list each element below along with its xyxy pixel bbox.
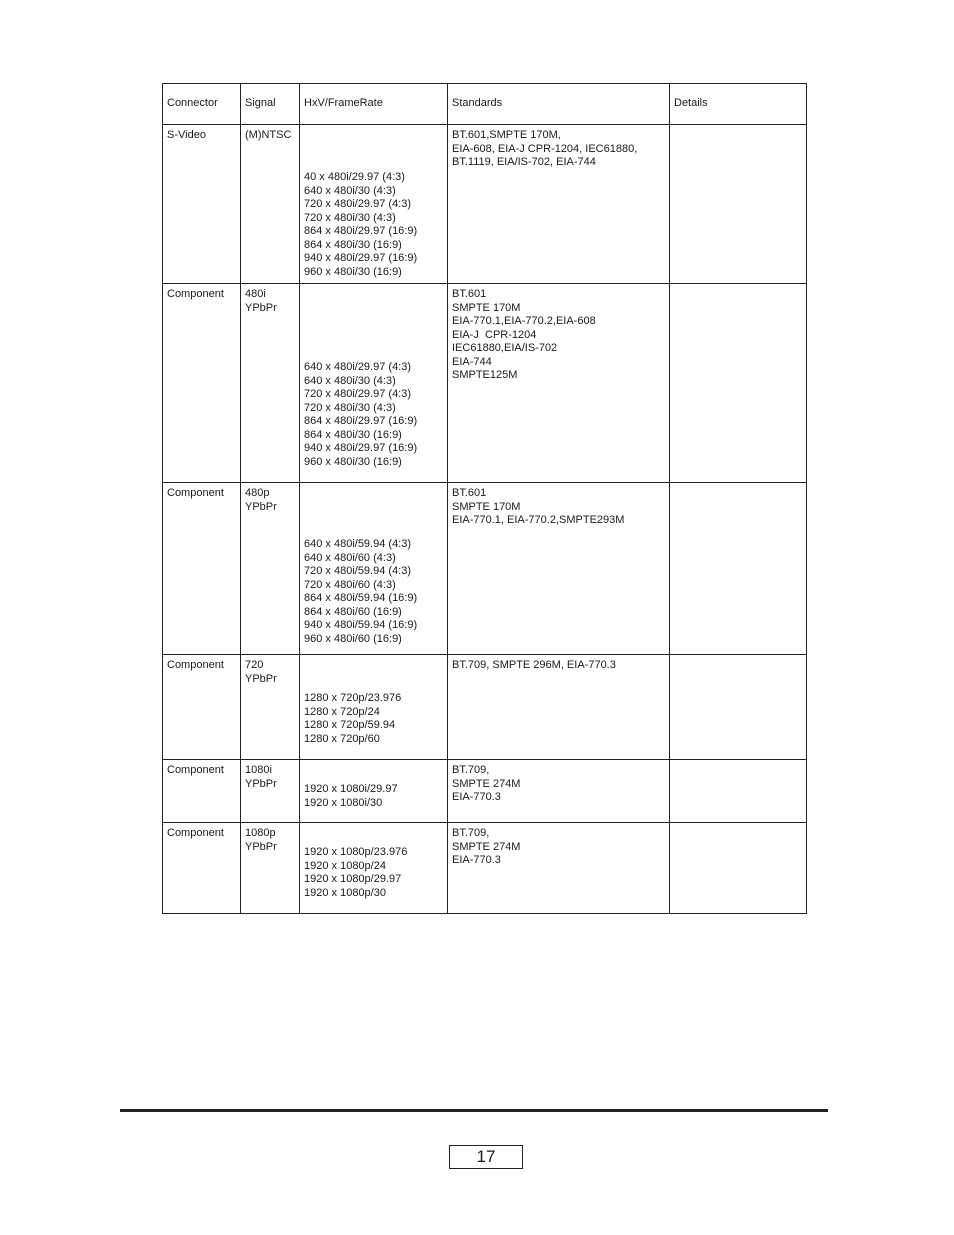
standards-cell: [448, 823, 670, 914]
connector-cell: [163, 760, 241, 823]
table-body: [163, 125, 807, 914]
resolution-text: 640 x 480i/30 (4:3): [304, 184, 396, 197]
connector-text: Component: [167, 487, 224, 499]
resolution-text: 864 x 480i/59.94 (16:9): [304, 592, 418, 604]
standard-text: BT.709,: [452, 764, 490, 776]
connector-cell: [163, 655, 241, 760]
resolution-text: 720 x 480i/60 (4:3): [304, 578, 396, 591]
signal-text: 720: [245, 659, 264, 671]
connector-cell: [163, 483, 241, 655]
connector-cell: [163, 823, 241, 914]
details-cell: [670, 483, 807, 655]
standards-cell: [448, 760, 670, 823]
standard-text: SMPTE 170M: [452, 500, 521, 513]
signal-compatibility-table: [162, 83, 807, 914]
connector-text: Component: [167, 659, 224, 671]
resolution-text: 1920 x 1080p/29.97: [304, 873, 402, 885]
standard-text: EIA-770.3: [452, 854, 501, 866]
resolution-cell: [300, 823, 448, 914]
header-connector: Connector: [163, 84, 241, 125]
details-cell: [670, 655, 807, 760]
resolution-text: 1920 x 1080p/23.976: [304, 846, 408, 858]
resolution-text: 1920 x 1080p/30: [304, 886, 386, 899]
signal-cell: [241, 125, 300, 284]
resolution-list: [304, 827, 443, 900]
resolution-text: 960 x 480i/30 (16:9): [304, 265, 402, 278]
table-row: [163, 823, 807, 914]
resolution-text: 1920 x 1080i/29.97: [304, 783, 398, 795]
header-hxv-framerate: HxV/FrameRate: [300, 84, 448, 125]
standard-text: BT.1119, EIA/IS-702, EIA-744: [452, 156, 596, 168]
details-cell: [670, 284, 807, 483]
standards-cell: [448, 655, 670, 760]
connector-text: Component: [167, 827, 224, 839]
resolution-text: 864 x 480i/29.97 (16:9): [304, 225, 418, 237]
resolution-cell: [300, 655, 448, 760]
standards-cell: [448, 483, 670, 655]
signal-cell: [241, 655, 300, 760]
resolution-text: 720 x 480i/29.97 (4:3): [304, 388, 412, 400]
resolution-text: 640 x 480i/30 (4:3): [304, 374, 396, 387]
signal-cell: [241, 760, 300, 823]
resolution-list: [304, 487, 443, 646]
table-row: [163, 483, 807, 655]
standard-text: BT.709, SMPTE 296M, EIA-770.3: [452, 659, 616, 671]
table-header-row: [163, 84, 807, 125]
resolution-text: 864 x 480i/29.97 (16:9): [304, 415, 418, 427]
standards-cell: [448, 125, 670, 284]
signal-text: YPbPr: [245, 500, 277, 513]
signal-text: 480p: [245, 487, 270, 499]
standard-text: BT.601: [452, 288, 487, 300]
resolution-text: 720 x 480i/29.97 (4:3): [304, 198, 412, 210]
header-details: Details: [670, 84, 807, 125]
standard-text: EIA-744: [452, 355, 492, 368]
table-row: [163, 655, 807, 760]
resolution-text: 1920 x 1080i/30: [304, 796, 383, 809]
header-signal: Signal: [241, 84, 300, 125]
signal-text: YPbPr: [245, 672, 277, 685]
page-number: 17: [449, 1145, 523, 1169]
signal-text: (M)NTSC: [245, 129, 292, 141]
resolution-text: 864 x 480i/30 (16:9): [304, 428, 402, 441]
resolution-text: 720 x 480i/30 (4:3): [304, 401, 396, 414]
signal-cell: [241, 284, 300, 483]
table-row: [163, 760, 807, 823]
footer-rule: [120, 1109, 828, 1112]
standard-text: SMPTE 274M: [452, 777, 521, 790]
resolution-list: [304, 129, 443, 279]
connector-text: Component: [167, 288, 224, 300]
resolution-text: 864 x 480i/60 (16:9): [304, 605, 402, 618]
standard-text: IEC61880,EIA/IS-702: [452, 342, 558, 354]
signal-text: YPbPr: [245, 301, 277, 314]
standard-text: SMPTE125M: [452, 369, 518, 381]
resolution-cell: [300, 125, 448, 284]
signal-text: YPbPr: [245, 840, 277, 853]
resolution-text: 940 x 480i/29.97 (16:9): [304, 442, 418, 454]
signal-text: 1080i: [245, 764, 272, 776]
resolution-text: 720 x 480i/30 (4:3): [304, 211, 396, 224]
connector-text: S-Video: [167, 129, 206, 141]
resolution-text: 1920 x 1080p/24: [304, 859, 386, 872]
standard-text: EIA-J CPR-1204: [452, 328, 537, 341]
standard-text: EIA-770.1,EIA-770.2,EIA-608: [452, 315, 596, 327]
signal-cell: [241, 823, 300, 914]
standard-text: BT.709,: [452, 827, 490, 839]
resolution-list: [304, 764, 443, 810]
signal-cell: [241, 483, 300, 655]
standard-text: EIA-770.3: [452, 791, 501, 803]
connector-cell: [163, 125, 241, 284]
resolution-text: 720 x 480i/59.94 (4:3): [304, 565, 412, 577]
standard-text: SMPTE 274M: [452, 840, 521, 853]
resolution-cell: [300, 760, 448, 823]
resolution-text: 1280 x 720p/23.976: [304, 692, 402, 704]
resolution-cell: [300, 483, 448, 655]
resolution-text: 1280 x 720p/24: [304, 705, 380, 718]
details-cell: [670, 125, 807, 284]
standards-cell: [448, 284, 670, 483]
standard-text: BT.601: [452, 487, 487, 499]
resolution-text: 864 x 480i/30 (16:9): [304, 238, 402, 251]
resolution-text: 640 x 480i/29.97 (4:3): [304, 361, 412, 373]
resolution-text: 1280 x 720p/60: [304, 732, 380, 745]
connector-text: Component: [167, 764, 224, 776]
signal-text: 480i: [245, 288, 266, 300]
resolution-list: [304, 659, 443, 746]
resolution-text: 1280 x 720p/59.94: [304, 719, 396, 731]
resolution-text: 940 x 480i/29.97 (16:9): [304, 252, 418, 264]
signal-text: YPbPr: [245, 777, 277, 790]
table-row: [163, 284, 807, 483]
details-cell: [670, 823, 807, 914]
standard-text: EIA-608, EIA-J CPR-1204, IEC61880,: [452, 142, 638, 155]
resolution-text: 960 x 480i/30 (16:9): [304, 455, 402, 468]
table-row: [163, 125, 807, 284]
header-standards: Standards: [448, 84, 670, 125]
signal-text: 1080p: [245, 827, 276, 839]
resolution-text: 640 x 480i/60 (4:3): [304, 551, 396, 564]
standard-text: SMPTE 170M: [452, 301, 521, 314]
standard-text: EIA-770.1, EIA-770.2,SMPTE293M: [452, 514, 625, 526]
details-cell: [670, 760, 807, 823]
resolution-text: 40 x 480i/29.97 (4:3): [304, 171, 405, 183]
standard-text: BT.601,SMPTE 170M,: [452, 129, 561, 141]
resolution-text: 940 x 480i/59.94 (16:9): [304, 619, 418, 631]
resolution-text: 640 x 480i/59.94 (4:3): [304, 538, 412, 550]
resolution-cell: [300, 284, 448, 483]
resolution-list: [304, 288, 443, 469]
connector-cell: [163, 284, 241, 483]
resolution-text: 960 x 480i/60 (16:9): [304, 632, 402, 645]
